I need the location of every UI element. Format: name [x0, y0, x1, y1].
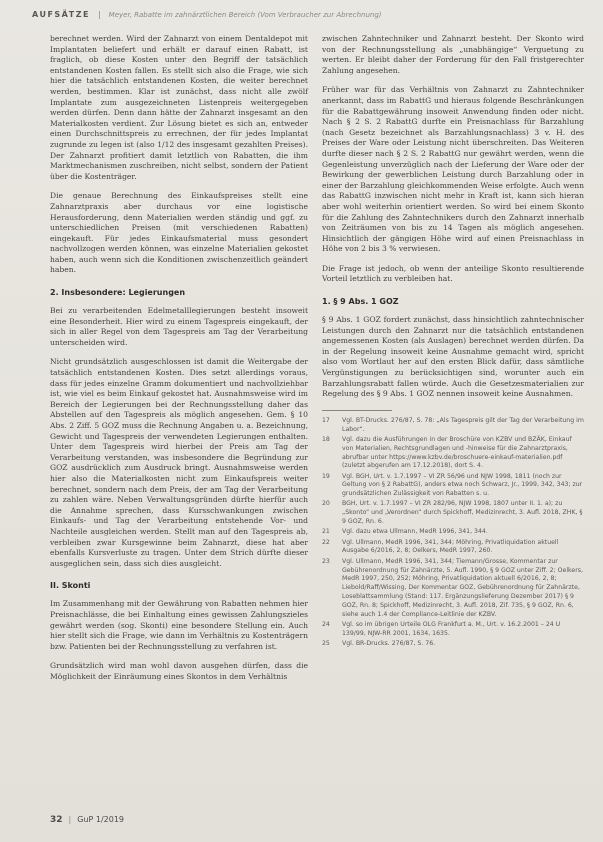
paragraph: Im Zusammenhang mit der Gewährung von Rabatten nehmen hier Preisnachlässe, die bei Einhaltung eines gewissen Zahlungszieles gewährt werden (sog. Skonti) eine besondere Stellung ein. Auch hier stellt sich die Frage, wie dann im Verhältnis zu Kostenträgern bzw. Patienten bei der Rechnungsstellung zu verfahren ist. — [50, 599, 308, 651]
footnote-text: Vgl. Ullmann, MedR 1996, 341, 344; Möhring, Privatliquidation aktuell Ausgabe 6/2016, 2, 8; Oelkers, MedR 1997, 260. — [342, 538, 559, 555]
running-header — [32, 10, 583, 24]
paragraph: berechnet werden. Wird der Zahnarzt von einem Dentaldepot mit Implantaten beliefert und erhält er darauf einen Rabatt, ist fraglich, ob diese Kosten unter den Begriff der tatsächlich entstandenen Kosten fallen. Es stellt sich also die Frage, wie sich hier die tatsächlich entstandenen Kosten, die weiter berechnet werden, bestimmen. Klar ist zunächst, dass nicht alle zwölf Implantate zum ausgezeichneten Listenpreis weitergegeben werden dürfen. Denn dann hätte der Zahnarzt insgesamt an den Materialkosten verdient. Zur Lösung bietet es sich an, entweder einen Durchschnittspreis zu errechnen, der für jedes Implantat zugrunde zu legen ist (also 1/12 des insgesamt gezahlten Preises). Der Zahnarzt profitiert damit letztlich von Rabatten, die ihm Marktmechanismen zuschreiben, nicht selbst, sondern der Patient über die Kostenträger. — [50, 34, 308, 181]
paragraph: Bei zu verarbeitenden Edelmetalllegierungen besteht insoweit eine Besonderheit. Hier wird zu einem Tagespreis eingekauft, der sich in aller Regel von dem Tagespreis am Tag der Verarbeitung unterscheiden wird. — [50, 306, 308, 347]
footnote — [322, 417, 584, 435]
section-heading: 1. § 9 Abs. 1 GOZ — [322, 297, 399, 307]
left-column — [50, 34, 308, 691]
footnote-number: 23 — [322, 557, 330, 565]
journal-issue: GuP 1/2019 — [77, 815, 125, 824]
footnote-text: Vgl. so im übrigen Urteile OLG Frankfurt a. M., Urt. v. 16.2.2001 – 24 U 139/99, NJW-RR 2001, 1634, 1635. — [342, 620, 561, 637]
footnote — [322, 528, 584, 537]
footer-separator: | — [68, 815, 72, 824]
footnote-number: 22 — [322, 538, 330, 546]
paragraph: Die Frage ist jedoch, ob wenn der anteilige Skonto resultierende Vorteil letztlich zu verbleiben hat. — [322, 263, 584, 284]
footnote-text: Vgl. BR-Drucks. 276/87, S. 76. — [342, 639, 436, 647]
footnote — [322, 473, 584, 499]
footnotes — [322, 417, 584, 649]
footnote-text: Vgl. BGH, Urt. v. 1.7.1997 – VI ZR 56/96 und NJW 1998, 1811 (noch zur Geltung von § 2 RabattG), anders etwa noch Schwarz, Jr., 1999, 342, 343; zur grundsätzlichen Zulässigkeit von Rabatten s. u. — [342, 472, 583, 498]
footnote-number: 25 — [322, 639, 330, 647]
header-section-label: AUFSÄTZE — [32, 10, 90, 19]
footnote-number: 18 — [322, 435, 330, 443]
footnote-text: BGH, Urt. v. 1.7.1997 – VI ZR 282/96, NJW 1998, 1807 unter II. 1. a); zu „Skonto“ und „Verordnen“ durch Spickhoff, Medizinrecht, 3. Aufl. 2018, ZHK, § 9 GOZ, Rn. 6. — [342, 500, 583, 526]
footnote-number: 21 — [322, 528, 330, 536]
footnote-number: 20 — [322, 500, 330, 508]
footnote-number: 24 — [322, 620, 330, 628]
page-footer — [50, 815, 124, 825]
header-running-title: Meyer, Rabatte im zahnärztlichen Bereich (Vom Verbraucher zur Abrechnung) — [108, 11, 382, 19]
footnote — [322, 436, 584, 471]
page-number: 32 — [50, 815, 63, 825]
footnote — [322, 500, 584, 526]
footnote-text: Vgl. Ullmann, MedR 1996, 341, 344; Tiemann/Grosse, Kommentar zur Gebührenordnung für Zahnärzte, 5. Aufl. 1990, § 9 GOZ unter Ziff. 2; Oelkers, MedR 1997, 250, 252; Möhring, Privatliquidation aktuell 6/2016, 2, 8; Liebold/Raff/Wissing, Der Kommentar GOZ, Gebührenordnung für Zahnärzte, Loseblattsammlung (Stand: 117. Ergänzungslieferung Dezember 2017) § 9 GOZ, Rn. 8; Spickhoff, Medizinrecht, 3. Aufl. 2018, Zif. 735, § 9 GOZ, Rn. 6, siehe auch 1.4 der Compliance-Leitlinie der KZBV. — [342, 557, 583, 618]
paragraph: zwischen Zahntechniker und Zahnarzt besteht. Der Skonto wird von der Rechnungsstellung als „unabhängige“ Verguetung zu werten. Er bleibt daher der Forderung für den Fall fristgerechter Zahlung angesehen. — [322, 34, 584, 75]
footnote-text: Vgl. BT-Drucks. 276/87, S. 78: „Als Tagespreis gilt der Tag der Verarbeitung im Labor“. — [342, 416, 584, 433]
paragraph: Grundsätzlich wird man wohl davon ausgehen dürfen, dass die Möglichkeit der Einräumung eines Skontos in dem Verhältnis — [50, 661, 308, 681]
footnote-text: Vgl. dazu etwa Ullmann, MedR 1996, 341, 344. — [342, 528, 488, 536]
section-heading: II. Skonti — [50, 581, 91, 591]
footnote — [322, 539, 584, 557]
paragraph: Früher war für das Verhältnis von Zahnarzt zu Zahntechniker anerkannt, dass im RabattG und hieraus folgende Beschränkungen für die Rabattgewährung insoweit Anwendung finden oder nicht. Nach § 2 S. 2 RabattG durfte ein Preisnachlass für Barzahlung (nach Gesetz bezeichnet als Barzahlungsnachlass) 3 v. H. des Preises der Ware oder Leistung nicht überschreiten. Das Weiteren durfte dieser nach § 2 S. 2 RabattG nur gewährt werden, wenn die Gegenleistung unverzüglich nach der Lieferung der Ware oder der Bewirkung der gewerblichen Leistung durch Barzahlung oder in einer der Barzahlung gleichkommenden Weise erfolgte. Auch wenn das RabattG inzwischen nicht mehr in Kraft ist, kann sich hieran aber wohl weiterhin orientiert werden. So wird bei einem Skonto für die Zahlung des Zahntechnikers durch den Zahnarzt innerhalb von Zeiträumen von bis zu 14 Tagen als möglich angesehen. Hinsichtlich der gängigen Höhe wird auf einen Preisnachlass in Höhe von 2 bis 3 % verwiesen. — [322, 85, 584, 254]
footnote-number: 19 — [322, 472, 330, 480]
section-heading: 2. Insbesondere: Legierungen — [50, 288, 186, 298]
paragraph: § 9 Abs. 1 GOZ fordert zunächst, dass hinsichtlich zahntechnischer Leistungen durch den Zahnarzt nur die tatsächlich entstandenen angemessenen Kosten (als Auslagen) berechnet werden dürfen. Da in der Regelung insoweit keine Ausnahme gemacht wird, spricht also vom Wortlaut her auf den ersten Blick dafür, dass sämtliche Vergünstigungen zu berücksichtigen sind, worunter auch ein Barzahlungsrabatt fallen würde. Auch die Gesetzesmaterialien zur Regelung des § 9 Abs. 1 GOZ nennen insoweit keine Ausnahmen. — [322, 315, 584, 399]
footnote — [322, 621, 584, 639]
right-column — [322, 34, 584, 650]
paragraph: Die genaue Berechnung des Einkaufspreises stellt eine Zahnarztpraxis aber durchaus vor eine logistische Herausforderung, denn Materialien werden ständig und ggf. zu unterschiedlichen Preisen (mit verschiedenen Rabatten) eingekauft. Für jedes Einkaufsmaterial muss gesondert nachvollzogen werden können, was einzelne Materialien gekostet haben, auch wenn sich die Konditionen zwischenzeitlich geändert haben. — [50, 191, 308, 275]
footnote-number: 17 — [322, 416, 330, 424]
footnote-divider — [322, 410, 392, 411]
footnote — [322, 640, 584, 649]
footnote-text: Vgl. dazu die Ausführungen in der Broschüre von KZBV und BZÄK, Einkauf von Materialien, Rechtsgrundlagen und -hinweise für die Zahnarztpraxis, abrufbar unter https://www.kzbv.de/broschuere-einkauf-materialien.pdf (zuletzt abgerufen am 17.12.2018), dort S. 4. — [342, 435, 572, 470]
paragraph: Nicht grundsätzlich ausgeschlossen ist damit die Weitergabe der tatsächlich entstandenen Kosten. Dies setzt allerdings voraus, dass für jedes einzelne Gramm dokumentiert und nachvollziehbar ist, wie viel es beim Einkauf gekostet hat. Ausnahmsweise wird im Bereich der Legierungen bei der Rechnungsstellung daher das Abstellen auf den Tagespreis als möglich angesehen. Gem. § 10 Abs. 2 Ziff. 5 GOZ muss die Rechnung Angaben u. a. Bezeichnung, Gewicht und Tagespreis der verwendeten Legierungen enthalten. Unter dem Tagespreis wird hierbei der Preis am Tag der Verarbeitung verstanden, was insbesondere die Begründung zur GOZ ausdrücklich zum Ausdruck bringt. Ausnahmsweise werden hier also die Materialkosten nicht zum Einkaufspreis weiter berechnet, sondern nach dem Preis, der am Tag der Verarbeitung zu zahlen wäre. Neben Verwaltungsgründen dürfte hierfür auch die Annahme sprechen, dass Kursschwankungen zwischen Einkaufs- und Tag der Verarbeitung entstehende Vor- und Nachteile ausgleichen werden. Stellt man auf den Tagespreis ab, verbleiben zwar Kursgewinne beim Zahnarzt, diese hat aber ebenfalls Kursverluste zu tragen. Unter dem Strich dürfte dieser ausgeglichen sein, dass sich dies ausgleicht. — [50, 357, 308, 568]
header-separator: | — [97, 10, 101, 19]
footnote — [322, 558, 584, 620]
